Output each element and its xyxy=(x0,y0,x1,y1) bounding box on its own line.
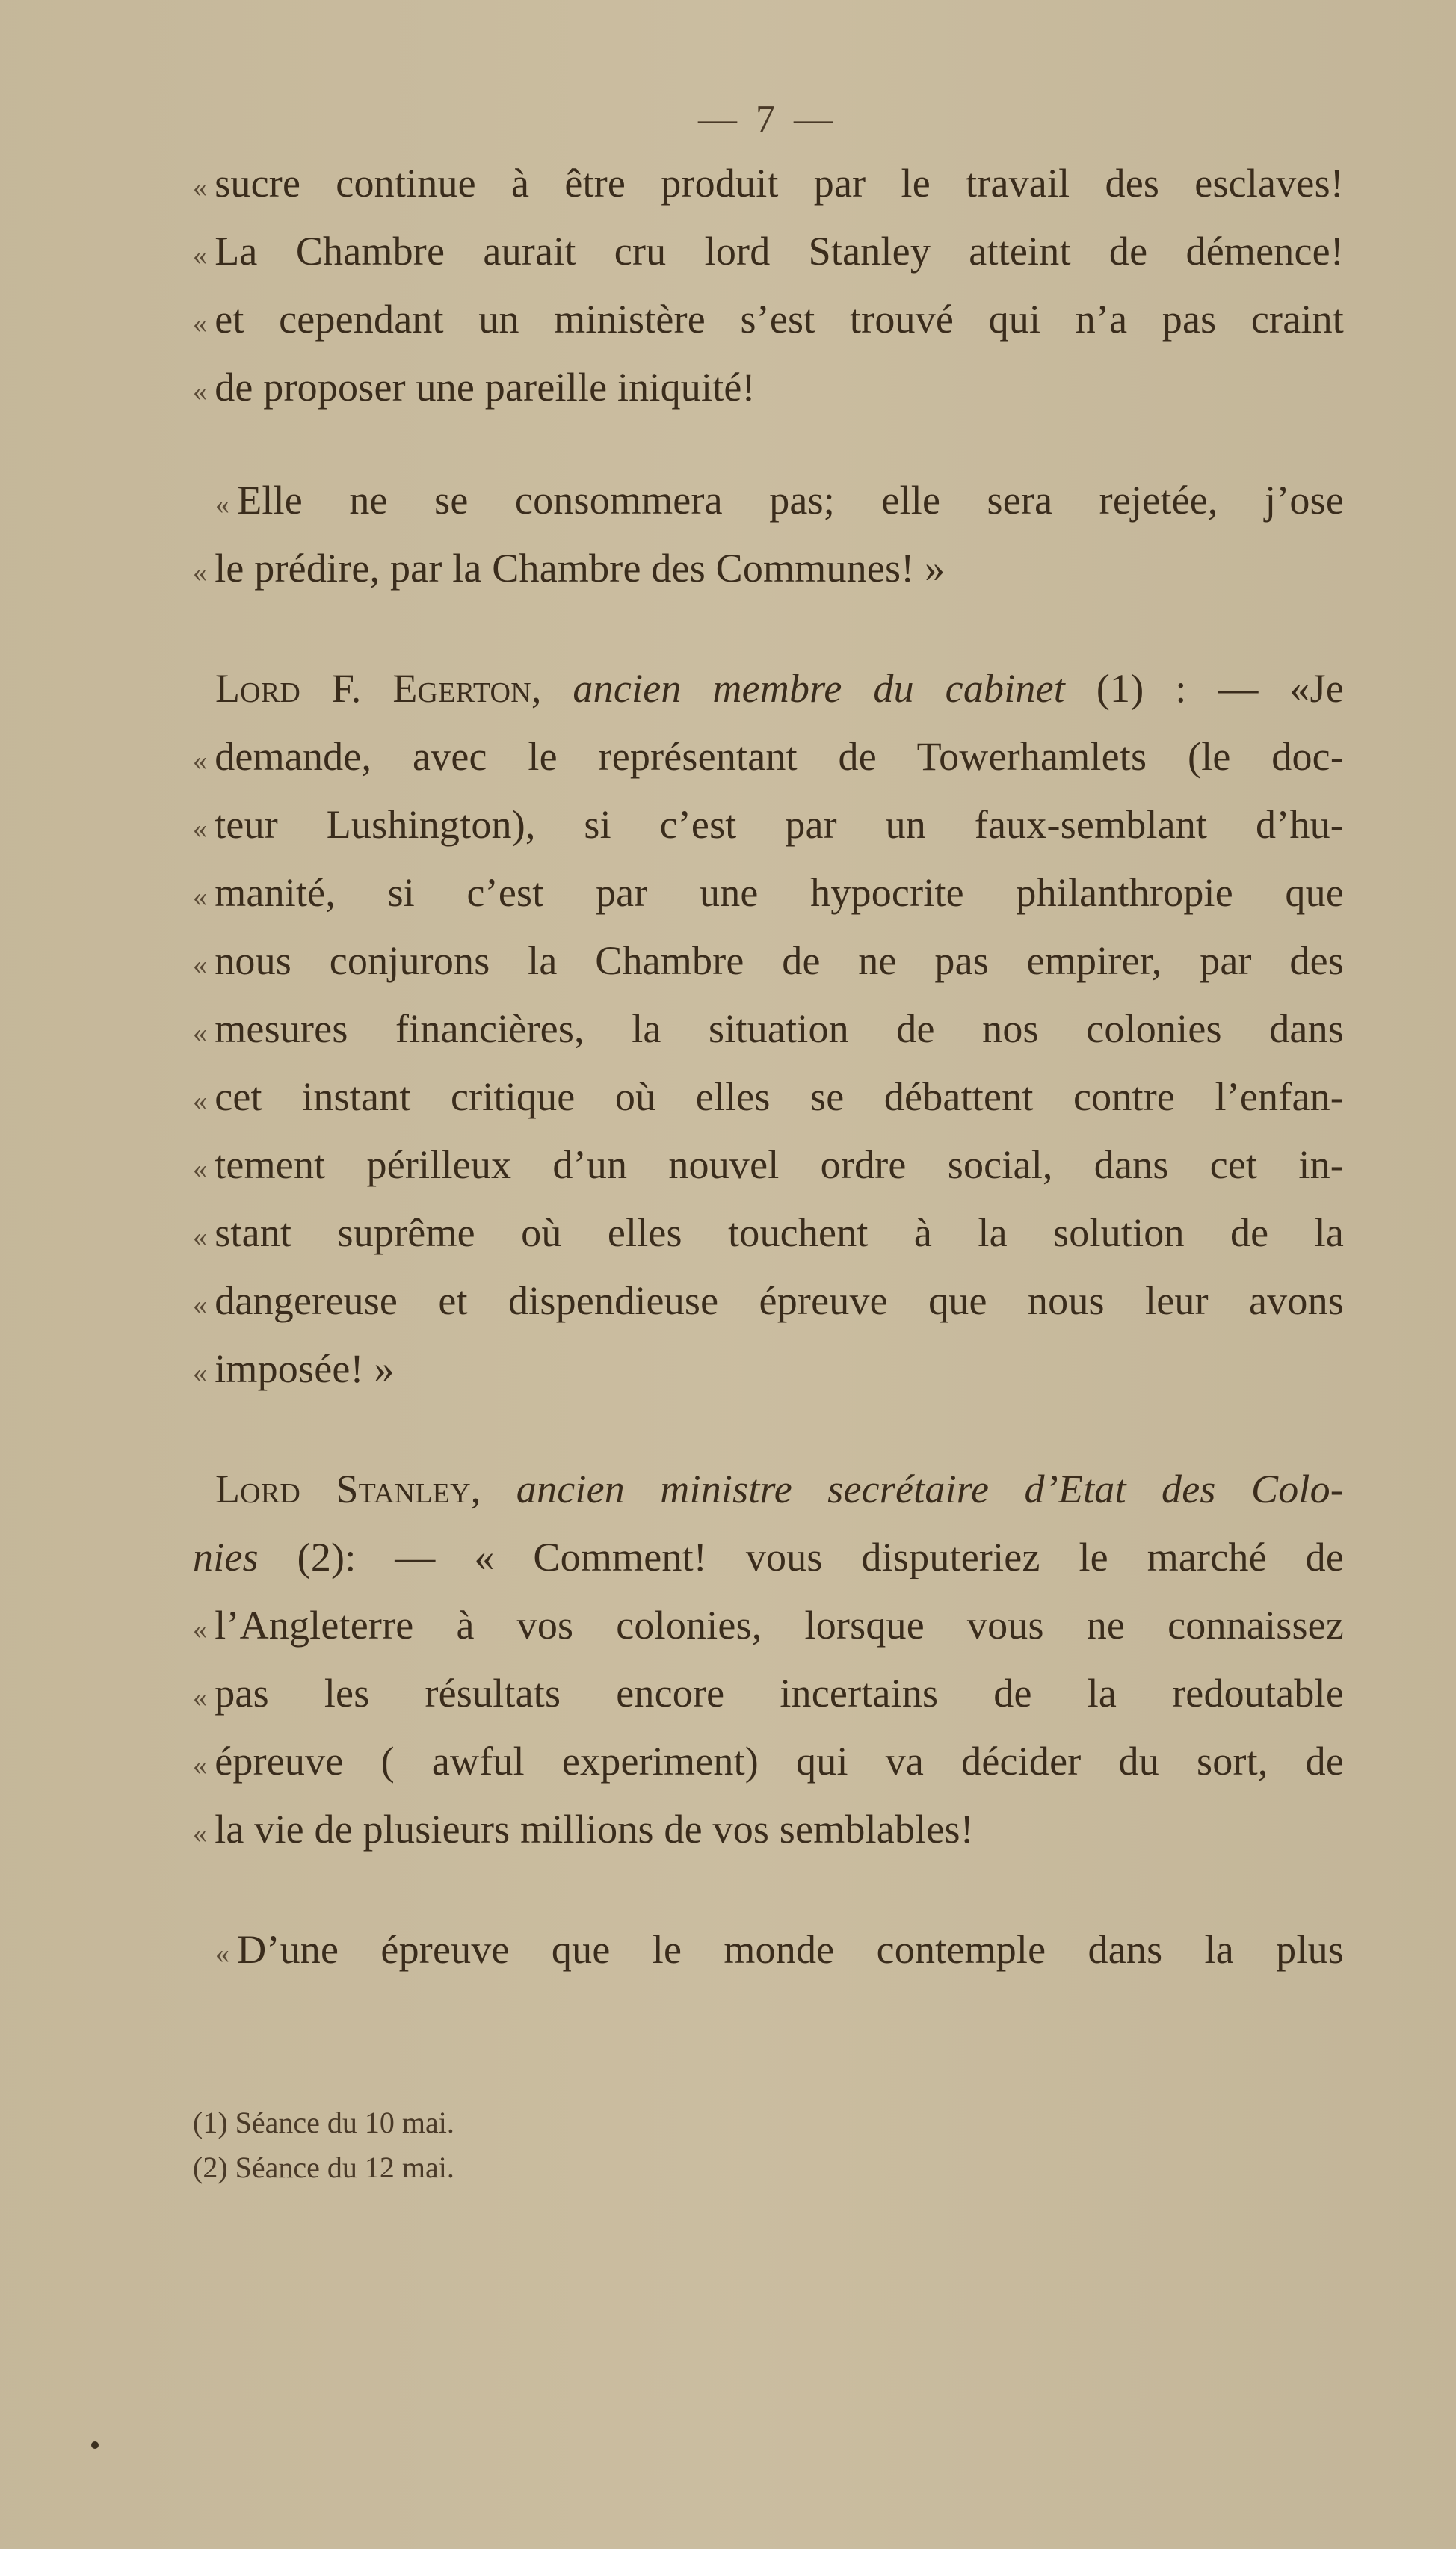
text-line: « teur Lushington), si c’est par un faux-semblant d’hu- xyxy=(193,802,1344,847)
page-number: — 7 — xyxy=(698,98,837,141)
text-line: « dangereuse et dispendieuse épreuve que nous leur avons xyxy=(193,1278,1344,1323)
paragraph-egerton xyxy=(193,655,1344,1403)
text-line: « la vie de plusieurs millions de vos semblables! xyxy=(193,1807,974,1852)
text-line: « nous conjurons la Chambre de ne pas empirer, par des xyxy=(193,938,1344,983)
paragraph-1 xyxy=(193,150,1344,422)
paragraph-stanley xyxy=(193,1455,1344,1864)
text-line: « imposée! » xyxy=(193,1346,395,1391)
speaker-name: Lord F. Egerton xyxy=(215,666,531,711)
speaker-line: Lord Stanley, ancien ministre secrétaire d’Etat des Colo- xyxy=(215,1467,1344,1511)
speaker-line: Lord F. Egerton, ancien membre du cabinet (1) : — «Je xyxy=(215,666,1345,711)
text-line: « l’Angleterre à vos colonies, lorsque vous ne connaissez xyxy=(193,1603,1344,1648)
text-line: « épreuve ( awful experiment) qui va décider du sort, de xyxy=(193,1739,1344,1784)
speaker-role: ancien membre du cabinet xyxy=(573,666,1066,711)
text-line: nies (2): — « Comment! vous disputeriez le marché de xyxy=(193,1535,1345,1579)
text-line: « sucre continue à être produit par le travail des esclaves! xyxy=(193,161,1344,206)
footnote-1: (1) Séance du 10 mai. xyxy=(193,2106,454,2139)
footnote-ref: (1) xyxy=(1096,666,1144,711)
text-line: « de proposer une pareille iniquité! xyxy=(193,365,756,410)
text-line: « mesures financières, la situation de nos colonies dans xyxy=(193,1006,1344,1051)
text-line: « le prédire, par la Chambre des Communes! » xyxy=(193,546,946,591)
text-line: « et cependant un ministère s’est trouvé qui n’a pas craint xyxy=(193,297,1344,342)
speaker-role: ancien ministre secrétaire d’Etat des Colo- xyxy=(516,1467,1344,1511)
text-line: « demande, avec le représentant de Towerhamlets (le doc- xyxy=(193,734,1344,779)
text-line: « La Chambre aurait cru lord Stanley atteint de démence! xyxy=(193,229,1344,274)
footnote-ref: (2) xyxy=(297,1535,345,1579)
text-line: « Elle ne se consommera pas; elle sera rejetée, j’ose xyxy=(215,478,1344,523)
text-line: « pas les résultats encore incertains de la redoutable xyxy=(193,1671,1344,1716)
ink-speck xyxy=(91,2441,99,2449)
text-line: « cet instant critique où elles se débattent contre l’enfan- xyxy=(193,1074,1344,1119)
text-line: « stant suprême où elles touchent à la solution de la xyxy=(193,1210,1344,1255)
text-line: « manité, si c’est par une hypocrite philanthropie que xyxy=(193,870,1344,915)
paragraph-2 xyxy=(193,466,1344,602)
text-line: « tement périlleux d’un nouvel ordre social, dans cet in- xyxy=(193,1142,1344,1187)
footnote-2: (2) Séance du 12 mai. xyxy=(193,2151,454,2184)
speaker-name: Lord Stanley xyxy=(215,1467,471,1511)
paragraph-5 xyxy=(193,1916,1344,1984)
footnotes xyxy=(193,2100,454,2190)
book-page xyxy=(193,90,1344,1984)
text-line: « D’une épreuve que le monde contemple dans la plus xyxy=(215,1927,1344,1972)
